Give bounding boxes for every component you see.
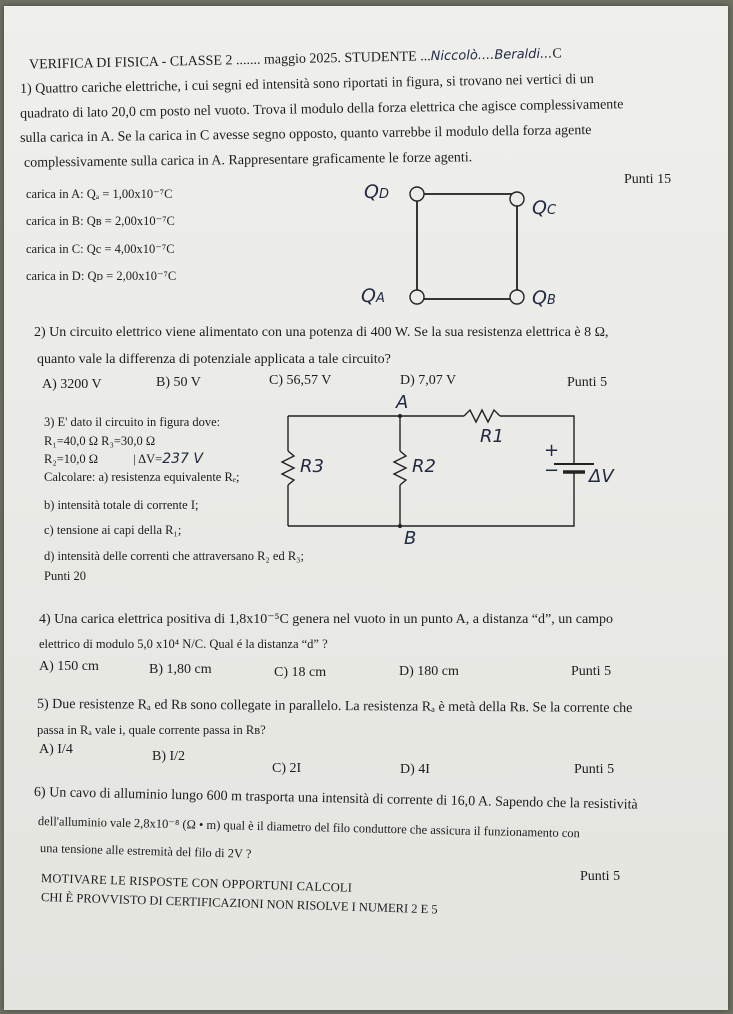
q4-line-1: 4) Una carica elettrica positiva di 1,8x10⁻⁵C genera nel vuoto in un punto A, a distanza “d”, un campo [39, 612, 614, 627]
q2-option-a: A) 3200 V [42, 377, 102, 392]
label-qa-q: Q [361, 285, 376, 307]
label-qb-q: Q [532, 287, 547, 309]
label-qd-sub: D [378, 187, 389, 202]
student-class-suffix: C [552, 46, 562, 62]
resistor-r2 [394, 451, 406, 485]
q2-line-1: 2) Un circuito elettrico viene alimentato con una potenza di 400 W. Se la sua resistenza elettrica è 8 Ω, [34, 325, 609, 340]
q3-dv-handwritten: 237 V [162, 451, 203, 467]
circuit-label-r1: R1 [480, 426, 504, 447]
q3-task-c: c) tensione ai capi della R₁; [44, 523, 182, 537]
wire-right-bottom [288, 472, 574, 526]
charge-a-value: Qₐ = 1,00x10⁻⁷C [86, 187, 173, 201]
q1-line-1: 1) Quattro cariche elettriche, i cui segni ed intensità sono riportati in figura, si trovano nei vertici di un [19, 71, 594, 98]
q2-option-b: B) 50 V [156, 375, 201, 390]
label-qc-q: Q [532, 197, 547, 219]
label-qd-q: Q [364, 181, 379, 203]
charge-d [26, 268, 176, 285]
q6-points: Punti 5 [580, 869, 621, 884]
header-title-printed: VERIFICA DI FISICA - CLASSE 2 ....... maggio 2025. STUDENTE ... [28, 49, 431, 73]
label-qb-sub: B [546, 293, 556, 308]
label-qa-sub: A [375, 291, 385, 306]
vertex-c-circle [510, 192, 524, 206]
q6-line-1: 6) Un cavo di alluminio lungo 600 m trasporta una intensità di corrente di 16,0 A. Sapendo che la resistività [33, 785, 638, 813]
q4-option-c: C) 18 cm [274, 665, 327, 680]
charge-d-value: Qᴅ = 2,00x10⁻⁷C [87, 269, 177, 283]
charge-a [26, 186, 172, 203]
q4-option-a: A) 150 cm [39, 659, 99, 674]
q3-dv-label: | ΔV= [133, 452, 163, 466]
charge-b-label: carica in B: [26, 214, 84, 228]
q4-option-b: B) 1,80 cm [149, 662, 212, 677]
circuit-label-r3: R3 [300, 456, 324, 477]
q5-option-a: A) I/4 [39, 742, 73, 757]
vertex-b-circle [510, 290, 524, 304]
q1-line-2: quadrato di lato 20,0 cm posto nel vuoto. Trova il modulo della forza elettrica che agisce complessivamente [19, 97, 624, 122]
resistor-r3 [282, 451, 294, 485]
charge-d-label: carica in D: [26, 269, 85, 283]
circuit-label-r2: R2 [412, 456, 436, 477]
q1-line-3: sulla carica in A. Se la carica in C avesse segno opposto, quanto varrebbe il modulo della forza agente [19, 123, 592, 146]
q3-task-b: b) intensità totale di corrente I; [44, 498, 199, 512]
q3-points: Punti 20 [44, 569, 87, 583]
vertex-d-circle [410, 187, 424, 201]
student-name-handwritten: Niccolò....Beraldi... [430, 46, 553, 65]
q3-task-d: d) intensità delle correnti che attraversano R₂ ed R₃; [44, 549, 305, 563]
exam-sheet [4, 6, 728, 1010]
q5-option-b: B) I/2 [152, 749, 186, 764]
label-qb [532, 287, 556, 309]
label-qc-sub: C [546, 203, 557, 218]
charge-b-value: Qʙ = 2,00x10⁻⁷C [86, 214, 175, 228]
node-a-dot [398, 414, 402, 418]
circuit-label-plus: + [544, 440, 560, 461]
resistor-r1 [464, 410, 500, 422]
q5-line-2: passa in Rₐ vale i, quale corrente passa in Rʙ? [37, 723, 266, 737]
charge-c-value: Qc = 4,00x10⁻⁷C [86, 242, 175, 256]
q3-circuit-diagram [274, 392, 614, 549]
label-qc [532, 197, 557, 219]
square-outline [417, 194, 517, 299]
q3-intro: 3) E' dato il circuito in figura dove: [44, 415, 221, 429]
charge-c-label: carica in C: [26, 242, 84, 256]
q3-r2-dv [44, 451, 203, 468]
q2-line-2: quanto vale la differenza di potenziale applicata a tale circuito? [37, 352, 391, 367]
q2-option-c: C) 56,57 V [269, 373, 332, 388]
circuit-label-minus: − [544, 460, 560, 481]
q6-line-3: una tensione alle estremità del filo di 2V ? [39, 841, 252, 861]
charge-b [26, 213, 175, 230]
label-qd [364, 181, 389, 203]
q2-points: Punti 5 [567, 375, 608, 390]
q5-points: Punti 5 [574, 762, 615, 777]
label-qa [361, 285, 385, 307]
footer-line-1: MOTIVARE LE RISPOSTE CON OPPORTUNI CALCOLI [40, 871, 353, 895]
q1-points: Punti 15 [624, 172, 672, 187]
header-title [29, 45, 562, 73]
q6-line-2: dell'alluminio vale 2,8x10⁻⁸ (Ω • m) qual è il diametro del filo conduttore che assicura il funzionamento con [37, 814, 581, 841]
node-b-dot [398, 524, 402, 528]
q5-option-d: D) 4I [400, 762, 430, 777]
q3-r2: R₂=10,0 Ω [44, 452, 99, 466]
circuit-label-dv: ΔV [589, 466, 614, 487]
charge-a-label: carica in A: [26, 187, 84, 201]
q4-option-d: D) 180 cm [399, 664, 459, 679]
q4-points: Punti 5 [571, 664, 612, 679]
q1-line-4: complessivamente sulla carica in A. Rappresentare graficamente le forze agenti. [23, 150, 473, 171]
q5-option-c: C) 2I [272, 761, 302, 776]
q4-line-2: elettrico di modulo 5,0 x10⁴ N/C. Qual é la distanza “d” ? [39, 637, 328, 651]
circuit-label-a: A [396, 392, 409, 413]
q3-r1-r3: R₁=40,0 Ω R₃=30,0 Ω [44, 434, 156, 448]
charge-c [26, 241, 175, 258]
wire-top-right [500, 416, 574, 464]
q5-line-1: 5) Due resistenze Rₐ ed Rʙ sono collegate in parallelo. La resistenza Rₐ è metà della Rʙ. Se la corrente che [36, 696, 633, 717]
vertex-a-circle [410, 290, 424, 304]
circuit-label-b: B [404, 528, 417, 549]
q3-task-a: Calcolare: a) resistenza equivalente Rₑ; [44, 470, 240, 484]
footer-line-2: CHI È PROVVISTO DI CERTIFICAZIONI NON RISOLVE I NUMERI 2 E 5 [40, 890, 438, 917]
q2-option-d: D) 7,07 V [400, 373, 457, 388]
